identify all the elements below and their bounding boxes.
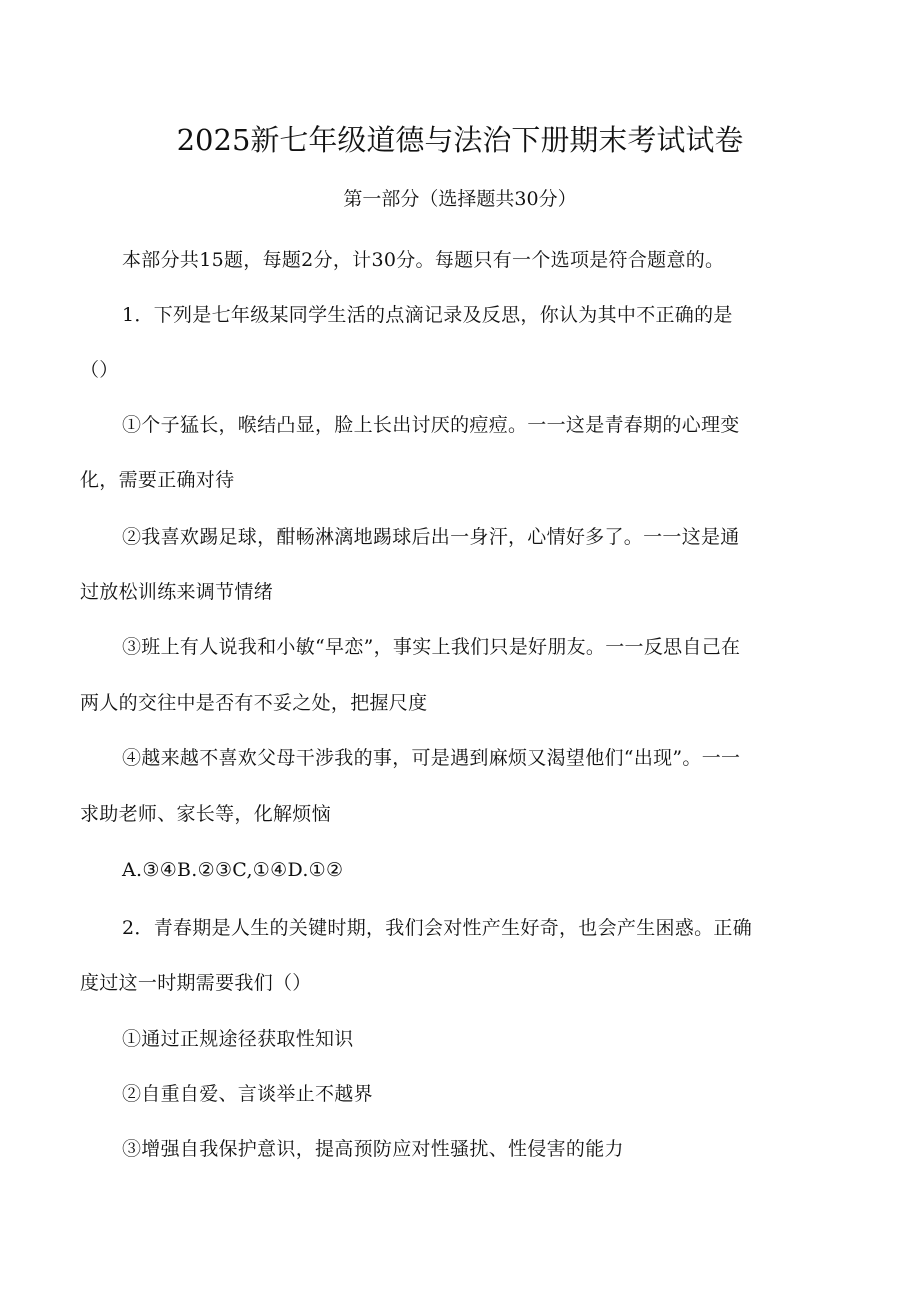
q1-item3-line2: 两人的交往中是否有不妥之处，把握尺度 xyxy=(80,692,428,714)
q1-options: A.③④B.②③C,①④D.①② xyxy=(122,859,344,881)
q1-stem-line2: （） xyxy=(80,359,119,381)
q2-item3: ③增强自我保护意识，提高预防应对性骚扰、性侵害的能力 xyxy=(122,1138,624,1160)
q1-item3-line1: ③班上有人说我和小敏“早恋”，事实上我们只是好朋友。一一反思自己在 xyxy=(122,636,741,658)
q2-stem-line1: 2．青春期是人生的关键时期，我们会对性产生好奇，也会产生困惑。正确 xyxy=(122,917,752,939)
q1-item1-line2: 化，需要正确对待 xyxy=(80,469,235,491)
page-title: 2025新七年级道德与法治下册期末考试试卷 xyxy=(176,123,744,157)
instructions-text: 本部分共15题，每题2分，计30分。每题只有一个选项是符合题意的。 xyxy=(122,249,725,271)
q2-stem-line2: 度过这一时期需要我们（） xyxy=(80,972,312,994)
q1-item4-line1: ④越来越不喜欢父母干涉我的事，可是遇到麻烦又渴望他们“出现”。一一 xyxy=(122,747,741,769)
q2-item1: ①通过正规途径获取性知识 xyxy=(122,1028,354,1050)
q2-item2: ②自重自爱、言谈举止不越界 xyxy=(122,1083,373,1105)
q1-item4-line2: 求助老师、家长等，化解烦恼 xyxy=(80,803,331,825)
section-heading: 第一部分（选择题共30分） xyxy=(343,188,577,210)
q1-item1-line1: ①个子猛长，喉结凸显，脸上长出讨厌的痘痘。一一这是青春期的心理变 xyxy=(122,414,740,436)
q1-item2-line2: 过放松训练来调节情绪 xyxy=(80,581,274,603)
q1-stem-line1: 1．下列是七年级某同学生活的点滴记录及反思，你认为其中不正确的是 xyxy=(122,304,733,326)
q1-item2-line1: ②我喜欢踢足球，酣畅淋漓地踢球后出一身汗，心情好多了。一一这是通 xyxy=(122,526,740,548)
